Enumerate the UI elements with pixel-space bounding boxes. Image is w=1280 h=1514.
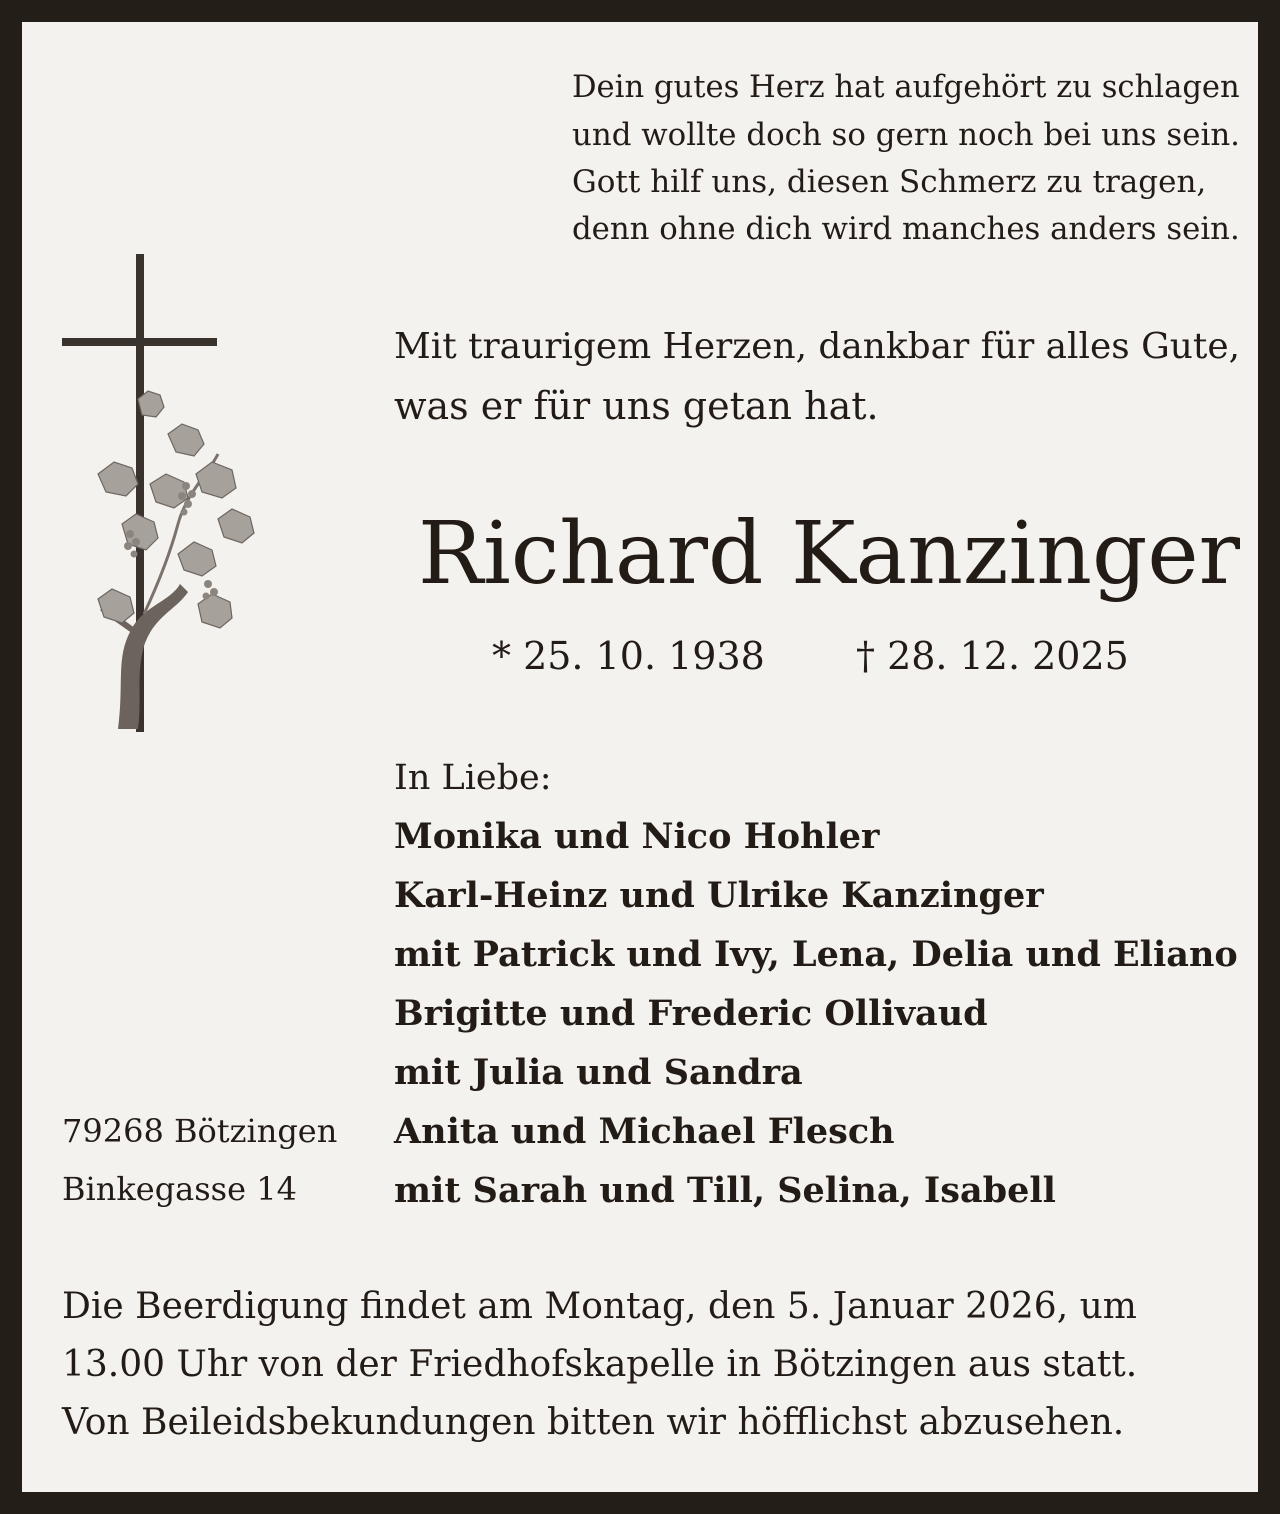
intro-line: was er für uns getan hat. [394, 384, 879, 428]
birth-date: * 25. 10. 1938 [492, 634, 765, 678]
mourner-line: Brigitte und Frederic Ollivaud [394, 993, 988, 1034]
mourner-line: Karl-Heinz und Ulrike Kanzinger [394, 875, 1044, 916]
funeral-info-line: Die Beerdigung findet am Montag, den 5. Januar 2026, um [62, 1286, 1137, 1327]
obituary-notice [22, 22, 1258, 1492]
mourner-line: mit Sarah und Till, Selina, Isabell [394, 1170, 1056, 1211]
mourner-line: mit Patrick und Ivy, Lena, Delia und Eliano [394, 934, 1238, 975]
poem-line: Dein gutes Herz hat aufgehört zu schlagen [572, 70, 1240, 105]
poem-line: und wollte doch so gern noch bei uns sein. [572, 117, 1240, 153]
poem-line: Gott hilf uns, diesen Schmerz zu tragen, [572, 164, 1207, 200]
address-street: Binkegasse 14 [62, 1170, 297, 1208]
deceased-name: Richard Kanzinger [418, 504, 1240, 604]
intro-line: Mit traurigem Herzen, dankbar für alles Gute, [394, 326, 1241, 367]
mourner-line: mit Julia und Sandra [394, 1052, 803, 1093]
death-date: † 28. 12. 2025 [856, 634, 1129, 678]
address-city: 79268 Bötzingen [62, 1112, 338, 1150]
mourner-line: Anita und Michael Flesch [394, 1111, 895, 1152]
mourner-line: Monika und Nico Hohler [394, 816, 880, 857]
poem-line: denn ohne dich wird manches anders sein. [572, 211, 1240, 247]
mourners-label: In Liebe: [394, 758, 552, 798]
funeral-info-line: Von Beileidsbekundungen bitten wir höfflichst abzusehen. [62, 1402, 1125, 1443]
cross-with-grapevine-icon [58, 254, 268, 739]
funeral-info-line: 13.00 Uhr von der Friedhofskapelle in Bötzingen aus statt. [62, 1344, 1138, 1385]
